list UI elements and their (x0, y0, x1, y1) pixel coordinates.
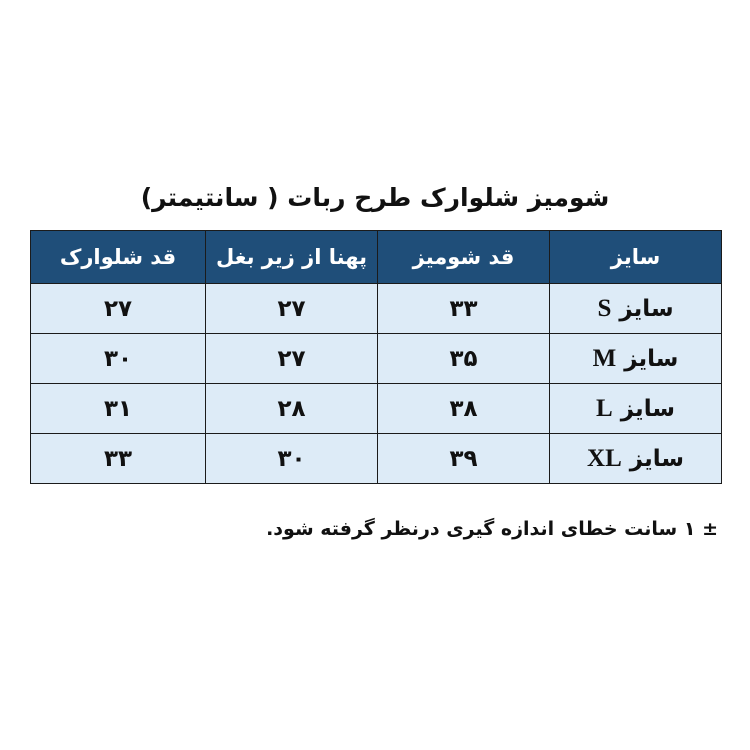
top-length-cell: ۳۸ (378, 384, 550, 434)
table-row (31, 384, 722, 434)
size-label (550, 334, 722, 384)
size-prefix: سایز (620, 395, 675, 422)
chest-width-cell: ۲۷ (206, 334, 378, 384)
size-code: M (592, 344, 617, 372)
size-prefix: سایز (624, 345, 679, 372)
table-row (31, 434, 722, 484)
top-length-cell: ۳۹ (378, 434, 550, 484)
size-code: S (597, 294, 612, 322)
header-top-length: قد شومیز (378, 231, 550, 284)
header-row (31, 231, 722, 284)
header-size: سایز (550, 231, 722, 284)
chest-width-cell: ۲۸ (206, 384, 378, 434)
header-chest-width: پهنا از زیر بغل (206, 231, 378, 284)
shorts-length-cell: ۳۳ (31, 434, 206, 484)
table-title: شومیز شلوارک طرح ربات ( سانتیمتر) (140, 183, 610, 212)
chest-width-cell: ۳۰ (206, 434, 378, 484)
header-shorts-length: قد شلوارک (31, 231, 206, 284)
size-code: L (596, 394, 613, 422)
size-label (550, 384, 722, 434)
top-length-cell: ۳۵ (378, 334, 550, 384)
table-row (31, 284, 722, 334)
size-prefix: سایز (629, 445, 684, 472)
size-label (550, 434, 722, 484)
shorts-length-cell: ۲۷ (31, 284, 206, 334)
table-row (31, 334, 722, 384)
shorts-length-cell: ۳۱ (31, 384, 206, 434)
shorts-length-cell: ۳۰ (31, 334, 206, 384)
size-prefix: سایز (619, 295, 674, 322)
size-table (30, 230, 722, 484)
chest-width-cell: ۲۷ (206, 284, 378, 334)
top-length-cell: ۳۳ (378, 284, 550, 334)
measurement-note: ± ۱ سانت خطای اندازه گیری درنظر گرفته شود. (266, 518, 718, 540)
size-label (550, 284, 722, 334)
size-code: XL (587, 444, 622, 472)
